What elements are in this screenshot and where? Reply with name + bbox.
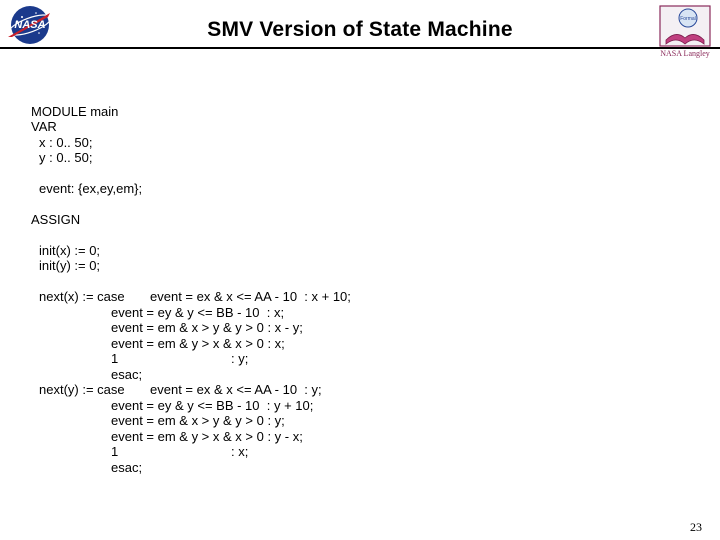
svg-text:NASA: NASA <box>14 19 46 31</box>
code-next-x-default-left: 1 <box>111 351 119 366</box>
code-next-y-default-right: : x; <box>231 444 249 459</box>
svg-text:Formal: Formal <box>680 16 696 22</box>
code-assign-keyword: ASSIGN <box>31 212 81 227</box>
code-var-x: x : 0.. 50; <box>39 135 93 150</box>
code-next-y-case-4: event = em & y > x & x > 0 : y - x; <box>111 429 303 444</box>
code-next-y-case-2: event = ey & y <= BB - 10 : y + 10; <box>111 398 314 413</box>
code-var-keyword: VAR <box>31 119 57 134</box>
code-next-x-case-3: event = em & x > y & y > 0 : x - y; <box>111 320 303 335</box>
code-next-y-default-left: 1 <box>111 444 119 459</box>
code-next-x-default-right: : y; <box>231 351 249 366</box>
code-var-event: event: {ex,ey,em}; <box>39 181 143 196</box>
code-next-x-case-2: event = ey & y <= BB - 10 : x; <box>111 305 285 320</box>
code-next-y-case-1: event = ex & x <= AA - 10 : y; <box>150 382 322 397</box>
code-var-y: y : 0.. 50; <box>39 150 93 165</box>
svg-text:NASA Langley: NASA Langley <box>660 49 710 58</box>
code-next-x-case-4: event = em & y > x & x > 0 : x; <box>111 336 285 351</box>
page-title: SMV Version of State Machine <box>207 18 513 41</box>
code-next-y-case-3: event = em & x > y & y > 0 : y; <box>111 413 285 428</box>
code-next-y-head: next(y) := case <box>39 382 125 397</box>
code-module: MODULE main <box>31 104 119 119</box>
code-next-x-esac: esac; <box>111 367 143 382</box>
code-next-y-esac: esac; <box>111 460 143 475</box>
code-init-x: init(x) := 0; <box>39 243 101 258</box>
nasa-logo <box>4 3 56 47</box>
code-next-x-head: next(x) := case <box>39 289 125 304</box>
nasa-langley-seal-icon <box>652 4 718 60</box>
title-divider <box>0 47 720 49</box>
page-number: 23 <box>690 520 702 534</box>
code-next-x-case-1: event = ex & x <= AA - 10 : x + 10; <box>150 289 351 304</box>
code-init-y: init(y) := 0; <box>39 258 101 273</box>
